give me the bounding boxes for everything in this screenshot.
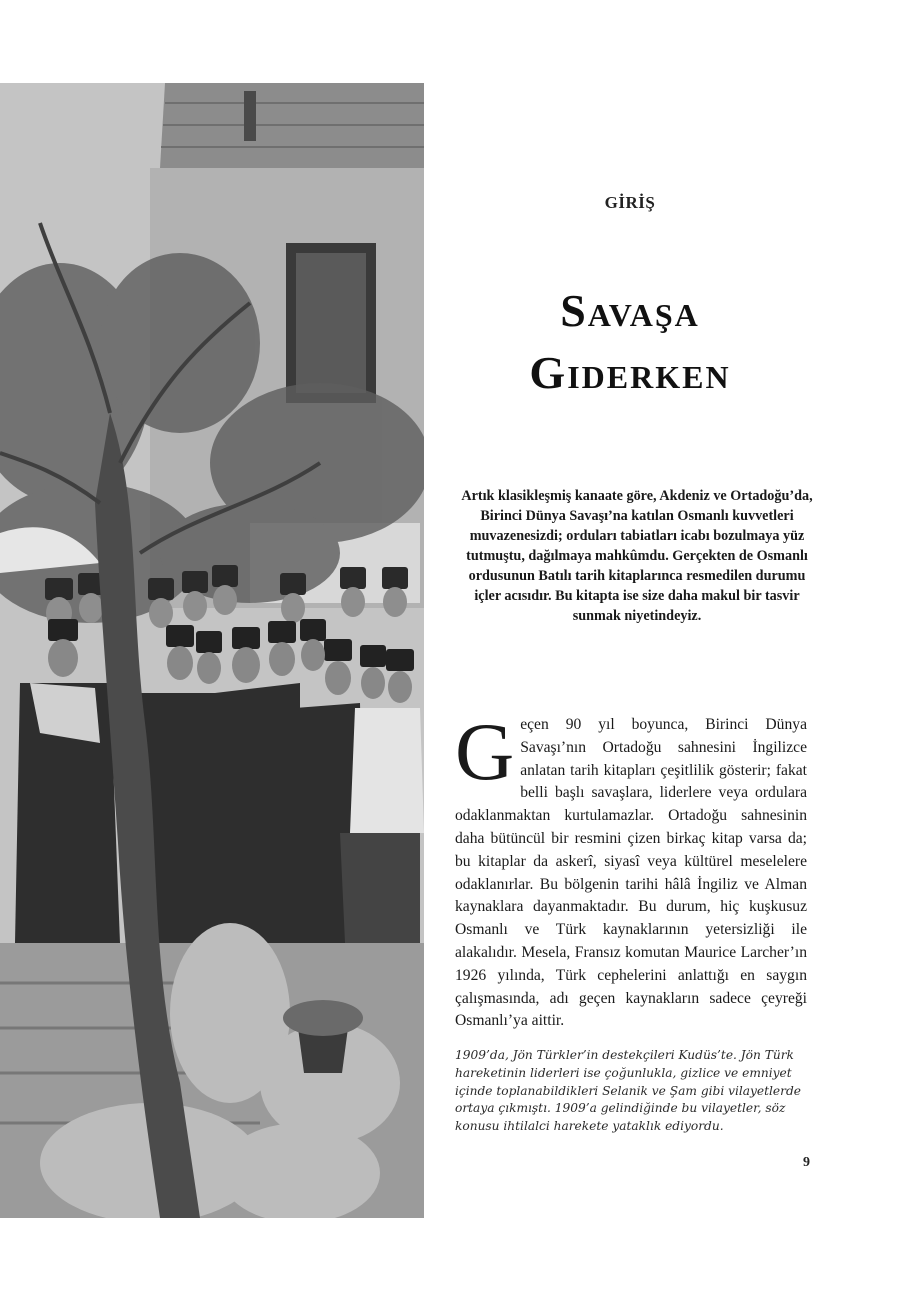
drop-cap: G [455, 706, 515, 797]
chapter-title [470, 280, 790, 404]
section-label: GİRİŞ [604, 193, 656, 212]
historical-group-photo [0, 83, 424, 1218]
body-paragraph-text: eçen 90 yıl boyunca, Birinci Dünya Savaşı’nın Ortadoğu sahnesini İngilizce anlatan tarih kitapları çeşitlilik gösterir; fakat belli başlı savaşlara, liderlere veya ordulara odaklanmaktan kurtulamazlar. Ortadoğu sahnesinin daha bütüncül bir resmini çizen birkaç kitap varsa da; bu kitaplar da askerî, siyasî veya kültürel meselelere odaklanırlar. Bu bölgenin tarihi hâlâ İngiliz ve Alman kaynaklara dayanmaktadır. Bu durum, hiç kuşkusuz Osmanlı ve Türk kaynaklarının yetersizliği ile alakalıdır. Mesela, Fransız komutan Maurice Larcher’ın 1926 yılında, Türk cephelerini anlattığı en saygın çalışmasında, adı geçen kaynakların sadece çeyreği Osmanlı’ya aittir. [455, 716, 807, 1030]
chapter-title-line-1: Savaşa [560, 285, 700, 336]
chapter-abstract: Artık klasikleşmiş kanaate göre, Akdeniz ve Ortadoğu’da, Birinci Dünya Savaşı’na katılan Osmanlı kuvvetleri muvazenesizdi; orduları tabiatları icabı bozulmaya yüz tutmuştu, dağılmaya mahkûmdu. Gerçekten de Osmanlı ordusunun Batılı tarih kitaplarınca resmedilen durumu içler acısıdır. Bu kitapta ise size daha makul bir tasvir sunmak niyetindeyiz. [461, 488, 813, 624]
photo-caption: 1909’da, Jön Türkler’in destekçileri Kudüs’te. Jön Türk hareketinin liderleri ise çoğunlukla, gizlice ve emniyet içinde toplanabildikleri Selanik ve Şam gibi vilayetlerde ortaya çıkmıştı. 1909’a gelindiğinde bu vilayetler, söz konusu ihtilalci harekete yataklık ediyordu. [455, 1048, 801, 1134]
body-paragraph [455, 706, 807, 1033]
photo-illustration [0, 83, 424, 1218]
page-number: 9 [803, 1155, 810, 1170]
chapter-title-line-2: Giderken [529, 347, 731, 398]
